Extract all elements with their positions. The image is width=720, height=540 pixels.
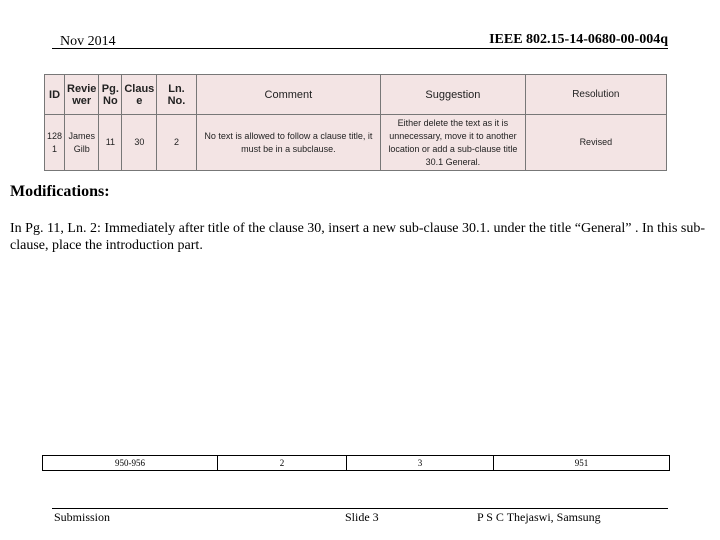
col-header-page: Pg. No — [99, 75, 122, 115]
col-header-reviewer: Revie wer — [65, 75, 99, 115]
cell-page: 11 — [99, 115, 122, 171]
header-divider — [52, 48, 668, 49]
col-header-comment: Comment — [196, 75, 381, 115]
header-date: Nov 2014 — [60, 34, 116, 49]
header-doc-number: IEEE 802.15-14-0680-00-004q — [489, 32, 668, 47]
cell-reviewer: James Gilb — [65, 115, 99, 171]
cell-clause: 30 — [122, 115, 157, 171]
col-header-id: ID — [45, 75, 65, 115]
footer-submission: Submission — [54, 510, 111, 524]
cell-comment: No text is allowed to follow a clause title, it must be in a subclause. — [196, 115, 381, 171]
footer-cell-ref: 951 — [493, 456, 669, 470]
col-header-suggestion: Suggestion — [381, 75, 526, 115]
footer-cell-clause: 3 — [346, 456, 493, 470]
col-header-resolution: Resolution — [525, 75, 666, 115]
footer-cell-line: 2 — [217, 456, 346, 470]
cell-resolution: Revised — [525, 115, 666, 171]
footer-divider — [52, 508, 668, 509]
footer-slide-number: Slide 3 — [345, 510, 379, 524]
footer-reference-table — [42, 455, 670, 471]
footer-author: P S C Thejaswi, Samsung — [477, 510, 601, 524]
table-row — [45, 115, 667, 171]
modifications-title: Modifications: — [10, 183, 110, 200]
footer-cell-pages: 950-956 — [115, 458, 145, 468]
table-header-row — [45, 75, 667, 115]
col-header-clause: Claus e — [122, 75, 157, 115]
modifications-body: In Pg. 11, Ln. 2: Immediately after title of the clause 30, insert a new sub-clause 30.1. under the title “General” . In this sub-clause, place the introduction part. — [10, 221, 705, 253]
comment-table — [44, 74, 667, 171]
col-header-line: Ln. No. — [157, 75, 196, 115]
cell-suggestion: Either delete the text as it is unnecessary, move it to another location or add a sub-clause title 30.1 General. — [381, 115, 526, 171]
cell-line: 2 — [157, 115, 196, 171]
cell-id: 128 1 — [45, 115, 65, 171]
